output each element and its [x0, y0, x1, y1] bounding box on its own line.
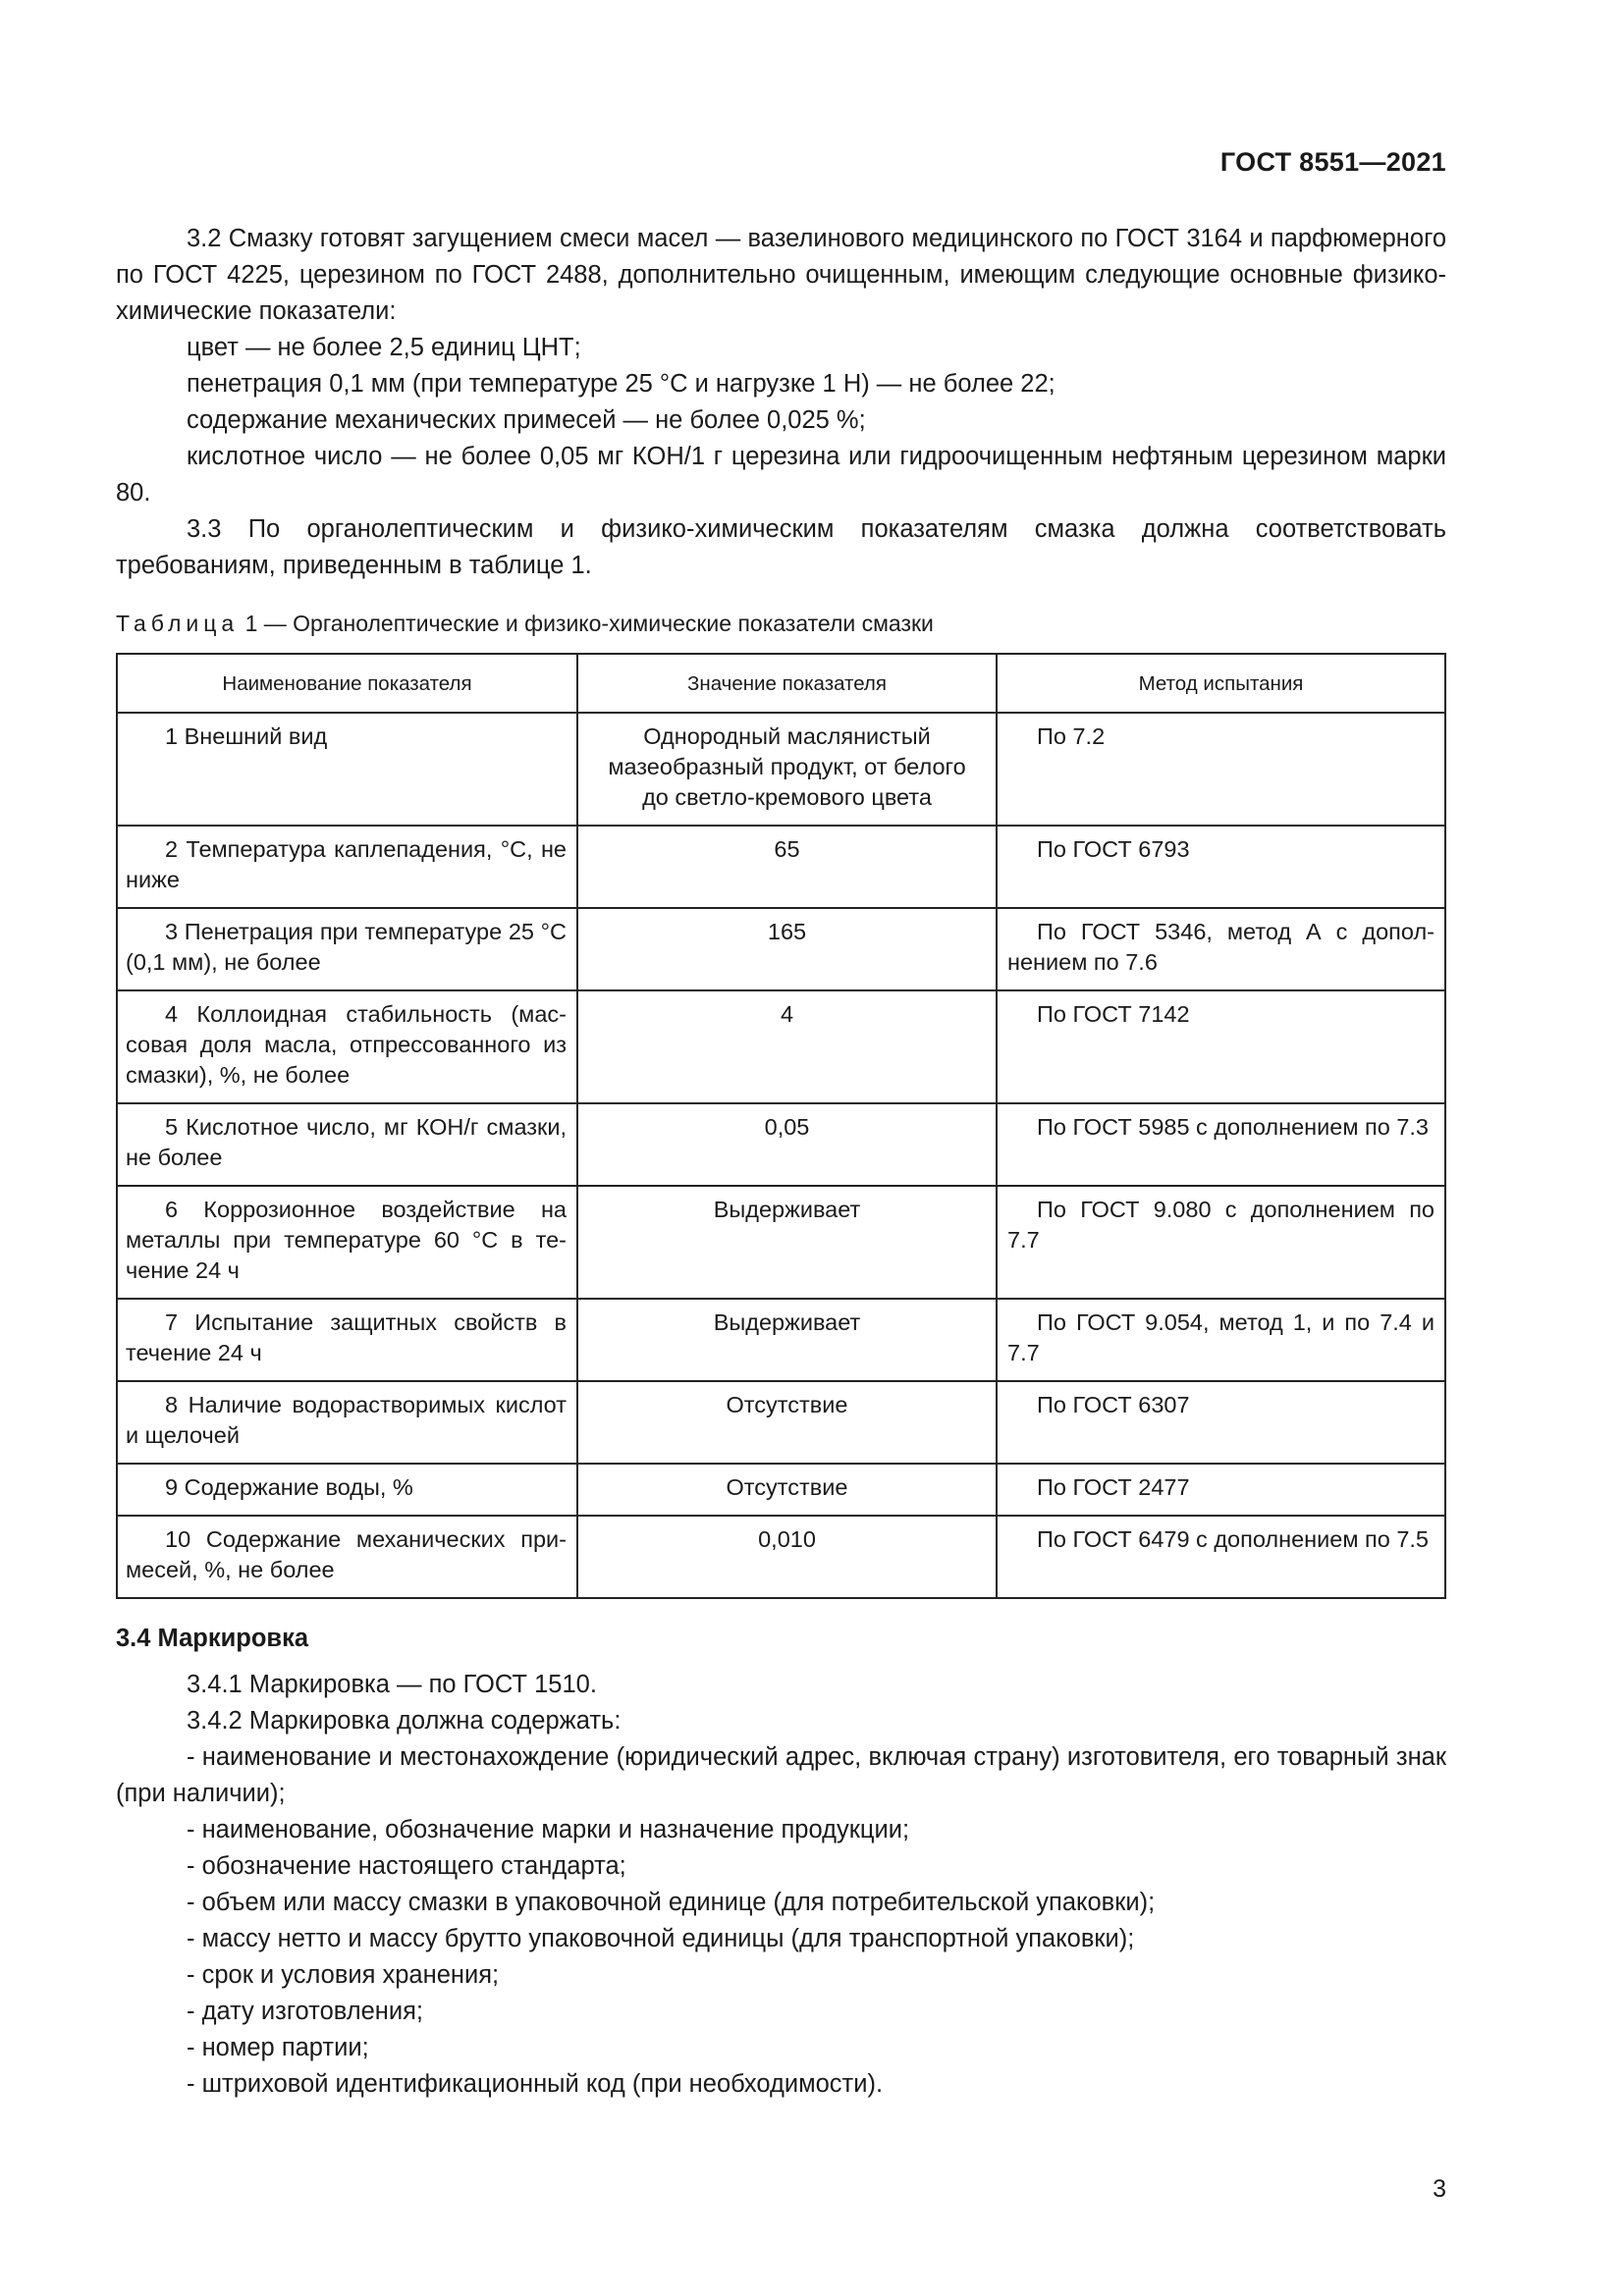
page-number: 3 [1433, 2175, 1446, 2203]
requirement-color: цвет — не более 2,5 единиц ЦНТ; [187, 334, 581, 361]
test-method: По ГОСТ 6307 [997, 1381, 1445, 1464]
indicator-name: 9 Содержание воды, % [117, 1464, 577, 1516]
section-heading-marking: 3.4 Маркировка [116, 1625, 309, 1652]
table-row [117, 713, 1445, 826]
header-test-method: Метод испытания [997, 654, 1445, 713]
indicator-value: 65 [577, 826, 997, 908]
list-item: - наименование и местонахождение (юридический адрес, включая страну) изготовителя, его товарный знак (при наличии); [116, 1743, 1446, 1807]
paragraph-3-4-2: 3.4.2 Маркировка должна содержать: [187, 1707, 622, 1735]
table-row [117, 1381, 1445, 1464]
list-item: - наименование, обозначение марки и назначение продукции; [187, 1816, 910, 1843]
test-method: По ГОСТ 6793 [997, 826, 1445, 908]
table-row [117, 1103, 1445, 1186]
list-item: - номер партии; [187, 2034, 369, 2061]
document-body [116, 221, 1446, 2103]
list-item: - обозначение настоящего стандарта; [187, 1852, 626, 1880]
test-method: По ГОСТ 7142 [997, 990, 1445, 1103]
indicator-value: 4 [577, 990, 997, 1103]
indicator-name: 6 Коррозионное воздействие на металлы при температуре 60 °С в течение 24 ч [117, 1186, 577, 1299]
test-method: По ГОСТ 9.054, метод 1, и по 7.4 и 7.7 [997, 1299, 1445, 1381]
indicator-value: Отсутствие [577, 1381, 997, 1464]
table-row [117, 1464, 1445, 1516]
paragraph-3-3: 3.3 По органолептическим и физико-химическим показателям смазка должна соответствовать требованиям, приведенным в таблице 1. [116, 515, 1446, 579]
table-caption [116, 608, 1446, 639]
test-method: По ГОСТ 5346, метод А с дополнением по 7.6 [997, 908, 1445, 990]
paragraph-3-2: 3.2 Смазку готовят загущением смеси масел — вазелинового медицинского по ГОСТ 3164 и парфюмерного по ГОСТ 4225, церезином по ГОСТ 2488, дополнительно очищенным, имеющим следующие основные физико-химические показатели: [116, 225, 1446, 325]
table-row [117, 1299, 1445, 1381]
test-method: По ГОСТ 2477 [997, 1464, 1445, 1516]
table-row [117, 1186, 1445, 1299]
header-indicator-name: Наименование показателя [117, 654, 577, 713]
table-row [117, 990, 1445, 1103]
test-method: По 7.2 [997, 713, 1445, 826]
indicator-name: 4 Коллоидная стабильность (массовая доля масла, отпрессованного из смазки), %, не более [117, 990, 577, 1103]
table-row [117, 908, 1445, 990]
list-item: - объем или массу смазки в упаковочной единице (для потребительской упаковки); [187, 1889, 1156, 1916]
test-method: По ГОСТ 5985 с дополнением по 7.3 [997, 1103, 1445, 1186]
indicator-value: Отсутствие [577, 1464, 997, 1516]
indicator-value: 0,010 [577, 1516, 997, 1598]
indicator-value: 0,05 [577, 1103, 997, 1186]
requirement-impurities: содержание механических примесей — не более 0,025 %; [187, 406, 866, 434]
list-item: - штриховой идентификационный код (при необходимости). [187, 2070, 884, 2098]
indicator-name: 5 Кислотное число, мг КОН/г смазки, не более [117, 1103, 577, 1186]
indicator-name: 2 Температура каплепадения, °С, не ниже [117, 826, 577, 908]
indicator-name: 8 Наличие водорастворимых кислот и щелочей [117, 1381, 577, 1464]
requirement-penetration: пенетрация 0,1 мм (при температуре 25 °С и нагрузке 1 Н) — не более 22; [187, 370, 1056, 398]
table-header-row [117, 654, 1445, 713]
indicator-value: Выдерживает [577, 1299, 997, 1381]
table-caption-text: 1 — Органолептические и физико-химические показатели смазки [239, 611, 934, 636]
indicator-name: 10 Содержание механических примесей, %, не более [117, 1516, 577, 1598]
requirement-acid-number: кислотное число — не более 0,05 мг КОН/1 г церезина или гидроочищенным нефтяным церезином марки 80. [116, 443, 1446, 507]
test-method: По ГОСТ 6479 с дополнением по 7.5 [997, 1516, 1445, 1598]
table-row [117, 826, 1445, 908]
indicator-value: Однородный маслянистый мазеобразный продукт, от белого до светло-кремового цвета [577, 713, 997, 826]
indicator-name: 1 Внешний вид [117, 713, 577, 826]
document-code-header: ГОСТ 8551—2021 [1219, 147, 1446, 177]
header-indicator-value: Значение показателя [577, 654, 997, 713]
indicator-name: 7 Испытание защитных свойств в течение 24 ч [117, 1299, 577, 1381]
indicator-value: Выдерживает [577, 1186, 997, 1299]
indicator-value: 165 [577, 908, 997, 990]
indicator-name: 3 Пенетрация при температуре 25 °С (0,1 мм), не более [117, 908, 577, 990]
list-item: - дату изготовления; [187, 1998, 423, 2025]
list-item: - массу нетто и массу брутто упаковочной единицы (для транспортной упаковки); [187, 1925, 1135, 1952]
table-caption-label: Таблица [116, 611, 240, 636]
list-item: - срок и условия хранения; [187, 1961, 500, 1989]
paragraph-3-4-1: 3.4.1 Маркировка — по ГОСТ 1510. [187, 1671, 597, 1698]
indicators-table [116, 653, 1446, 1599]
test-method: По ГОСТ 9.080 с дополнением по 7.7 [997, 1186, 1445, 1299]
table-row [117, 1516, 1445, 1598]
